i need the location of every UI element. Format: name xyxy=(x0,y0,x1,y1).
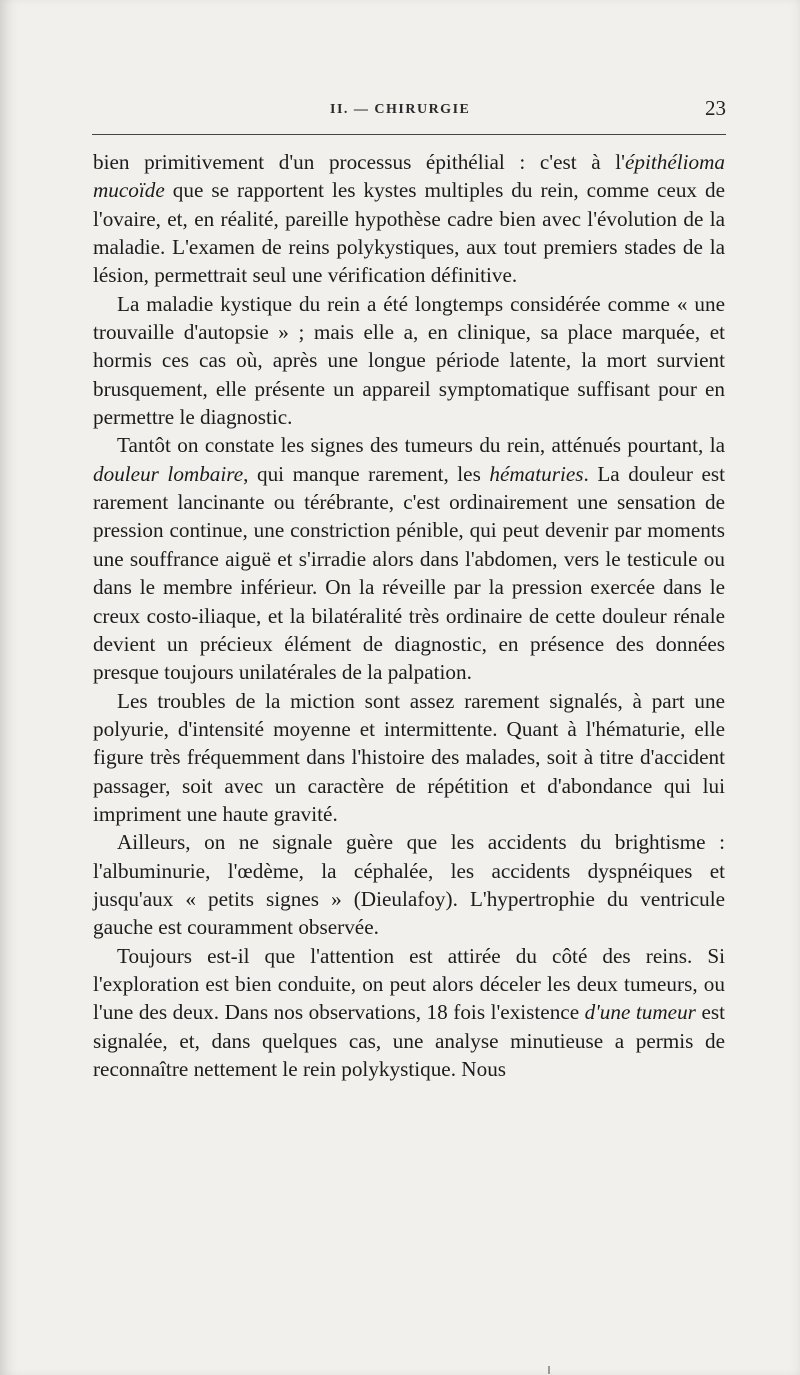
paragraph: Les troubles de la miction sont assez rarement signalés, à part une polyurie, d'intensité moyenne et intermittente. Quant à l'hématurie, elle figure très fréquemment dans l'histoire des malades, soit à titre d'accident passager, soit avec un caractère de répétition et d'abondance qui lui impriment une haute gravité. xyxy=(93,688,725,826)
scan-speck xyxy=(548,1366,550,1374)
page-number: 23 xyxy=(705,96,726,120)
italic-term: hématuries xyxy=(489,461,584,486)
page-header xyxy=(92,96,726,126)
running-head: II. — CHIRURGIE xyxy=(330,102,471,117)
italic-term: d'une tumeur xyxy=(584,1000,696,1025)
paragraph: La maladie kystique du rein a été longtemps considérée comme « une trouvaille d'autopsie » ; mais elle a, en clinique, sa place marquée, et hormis ces cas où, après une longue période latente, la mort survient brusquement, elle présente un appareil symptomatique suffisant pour en permettre le diagnostic. xyxy=(93,291,725,430)
header-rule xyxy=(92,134,726,135)
paragraph: Ailleurs, on ne signale guère que les accidents du brightisme : l'albuminurie, l'œdème, la céphalée, les accidents dyspnéiques et jusqu'aux « petits signes » (Dieulafoy). L'hypertrophie du ventricule gauche est couramment observée. xyxy=(93,830,725,940)
paragraph: Toujours est-il que l'attention est attirée du côté des reins. Si l'exploration est bien conduite, on peut alors déceler les deux tumeurs, ou l'une des deux. Dans nos observations, 18 fois l'existence d'une tumeur est signalée, et, dans quelques cas, une analyse minutieuse a permis de reconnaître nettement le rein polykystique. Nous xyxy=(93,943,726,1081)
paragraph-continuation: bien primitivement d'un processus épithélial : c'est à l'épithélioma mucoïde que se rapportent les kystes multiples du rein, comme ceux de l'ovaire, et, en réalité, pareille hypothèse cadre bien avec l'évolution de la maladie. L'examen de reins polykystiques, aux tout premiers stades de la lésion, permettrait seul une vérification définitive. xyxy=(93,150,725,288)
body-text xyxy=(93,148,725,1083)
italic-term: douleur lombaire xyxy=(93,461,244,486)
paragraph: Tantôt on constate les signes des tumeurs du rein, atténués pourtant, la douleur lombaire, qui manque rarement, les hématuries. La douleur est rarement lancinante ou térébrante, c'est ordinairement une sensation de pression continue, une constriction pénible, qui peut devenir par moments une souffrance aiguë et s'irradie alors dans l'abdomen, vers le testicule ou dans le membre inférieur. On la réveille par la pression exercée dans le creux costo-iliaque, et la bilatéralité très ordinaire de cette douleur rénale devient un précieux élément de diagnostic, en présence des données presque toujours unilatérales de la palpation. xyxy=(93,433,725,685)
italic-term: épithélioma mucoïde xyxy=(93,150,725,203)
